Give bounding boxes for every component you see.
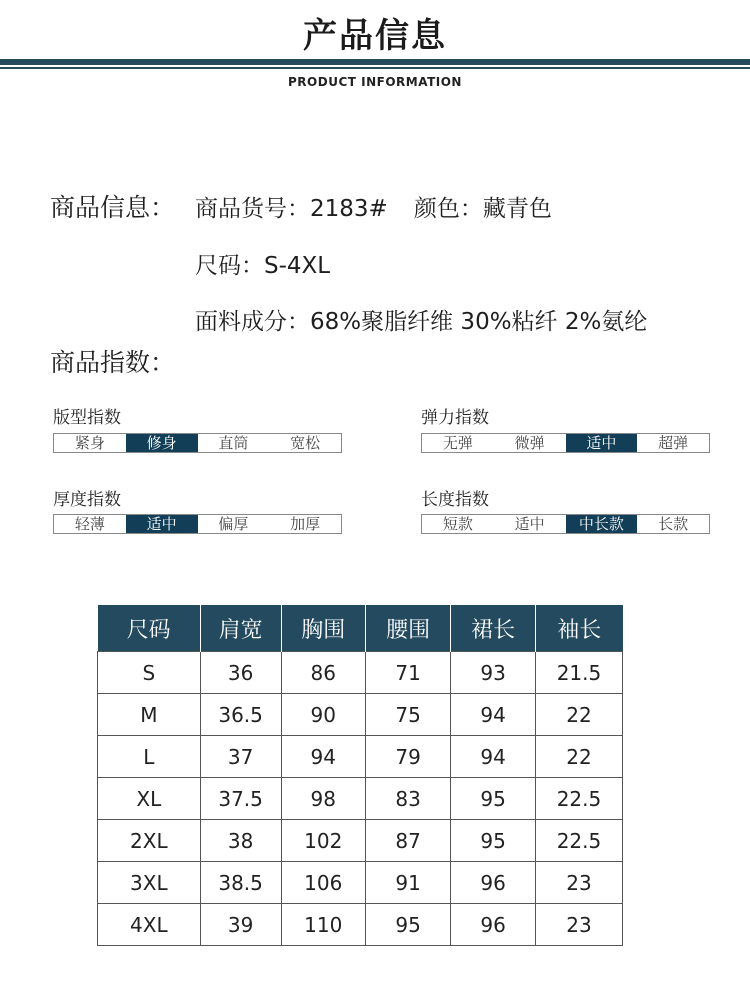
length-index-title: 长度指数	[421, 490, 489, 510]
table-cell: 79	[365, 736, 450, 778]
table-row	[98, 820, 623, 862]
size-chart-table	[97, 605, 623, 946]
item-number: 商品货号：2183#	[195, 196, 388, 222]
table-cell: 37	[200, 736, 281, 778]
table-cell: 95	[451, 778, 536, 820]
table-cell: 36.5	[200, 694, 281, 736]
product-color: 颜色：藏青色	[413, 196, 552, 222]
table-row	[98, 862, 623, 904]
elasticity-option: 无弹	[442, 434, 473, 452]
table-cell: 71	[365, 652, 450, 694]
table-row	[98, 736, 623, 778]
product-index-label: 商品指数：	[50, 348, 176, 377]
table-cell: 91	[365, 862, 450, 904]
length-option: 适中	[514, 515, 545, 533]
table-cell: 90	[281, 694, 365, 736]
length-option: 中长款	[566, 515, 638, 533]
table-cell: 75	[365, 694, 450, 736]
table-row	[98, 778, 623, 820]
page-title: 产品信息	[303, 16, 447, 56]
table-cell: M	[98, 694, 201, 736]
table-cell: 96	[451, 862, 536, 904]
fit-option: 宽松	[290, 434, 321, 452]
table-cell: 36	[200, 652, 281, 694]
table-cell: S	[98, 652, 201, 694]
product-info-label: 商品信息：	[50, 193, 176, 222]
column-header: 裙长	[451, 605, 536, 652]
table-cell: 110	[281, 904, 365, 946]
column-header: 腰围	[365, 605, 450, 652]
column-header: 胸围	[281, 605, 365, 652]
table-cell: 23	[535, 862, 622, 904]
table-cell: 98	[281, 778, 365, 820]
table-cell: 96	[451, 904, 536, 946]
table-cell: 93	[451, 652, 536, 694]
fabric-composition: 面料成分：68%聚脂纤维 30%粘纤 2%氨纶	[195, 309, 648, 335]
table-cell: 95	[365, 904, 450, 946]
size-chart-header-row	[98, 605, 623, 652]
elasticity-index-title: 弹力指数	[421, 408, 489, 428]
table-cell: 39	[200, 904, 281, 946]
table-cell: 23	[535, 904, 622, 946]
table-cell: 86	[281, 652, 365, 694]
table-cell: 22	[535, 736, 622, 778]
header-divider-thick	[0, 59, 750, 65]
table-row	[98, 904, 623, 946]
length-option: 短款	[442, 515, 473, 533]
table-cell: 102	[281, 820, 365, 862]
column-header: 袖长	[535, 605, 622, 652]
table-cell: 38	[200, 820, 281, 862]
table-cell: 3XL	[98, 862, 201, 904]
table-cell: 106	[281, 862, 365, 904]
header-divider-thin	[0, 67, 750, 69]
product-info-line-1	[195, 190, 552, 223]
elasticity-option: 微弹	[514, 434, 545, 452]
table-cell: 83	[365, 778, 450, 820]
table-row	[98, 652, 623, 694]
fit-index-scale	[53, 433, 342, 453]
fit-option: 修身	[126, 434, 198, 452]
table-cell: XL	[98, 778, 201, 820]
thickness-option: 适中	[126, 515, 198, 533]
table-cell: 22.5	[535, 778, 622, 820]
thickness-index-scale	[53, 514, 342, 534]
table-cell: 94	[451, 736, 536, 778]
thickness-option: 偏厚	[218, 515, 249, 533]
elasticity-option: 超弹	[658, 434, 689, 452]
column-header: 尺码	[98, 605, 201, 652]
table-cell: 4XL	[98, 904, 201, 946]
fit-index-title: 版型指数	[53, 408, 121, 428]
column-header: 肩宽	[200, 605, 281, 652]
table-cell: 37.5	[200, 778, 281, 820]
table-cell: 22	[535, 694, 622, 736]
table-cell: 87	[365, 820, 450, 862]
table-cell: 94	[281, 736, 365, 778]
table-cell: 94	[451, 694, 536, 736]
table-cell: 2XL	[98, 820, 201, 862]
table-cell: 22.5	[535, 820, 622, 862]
length-option: 长款	[658, 515, 689, 533]
table-cell: L	[98, 736, 201, 778]
fit-option: 紧身	[74, 434, 105, 452]
table-row	[98, 694, 623, 736]
thickness-option: 轻薄	[74, 515, 105, 533]
table-cell: 95	[451, 820, 536, 862]
table-cell: 38.5	[200, 862, 281, 904]
page-subtitle: PRODUCT INFORMATION	[288, 75, 462, 89]
elasticity-index-scale	[421, 433, 710, 453]
size-range: 尺码：S-4XL	[195, 253, 331, 279]
fit-option: 直筒	[218, 434, 249, 452]
thickness-option: 加厚	[290, 515, 321, 533]
thickness-index-title: 厚度指数	[53, 490, 121, 510]
table-cell: 21.5	[535, 652, 622, 694]
length-index-scale	[421, 514, 710, 534]
elasticity-option: 适中	[566, 434, 638, 452]
